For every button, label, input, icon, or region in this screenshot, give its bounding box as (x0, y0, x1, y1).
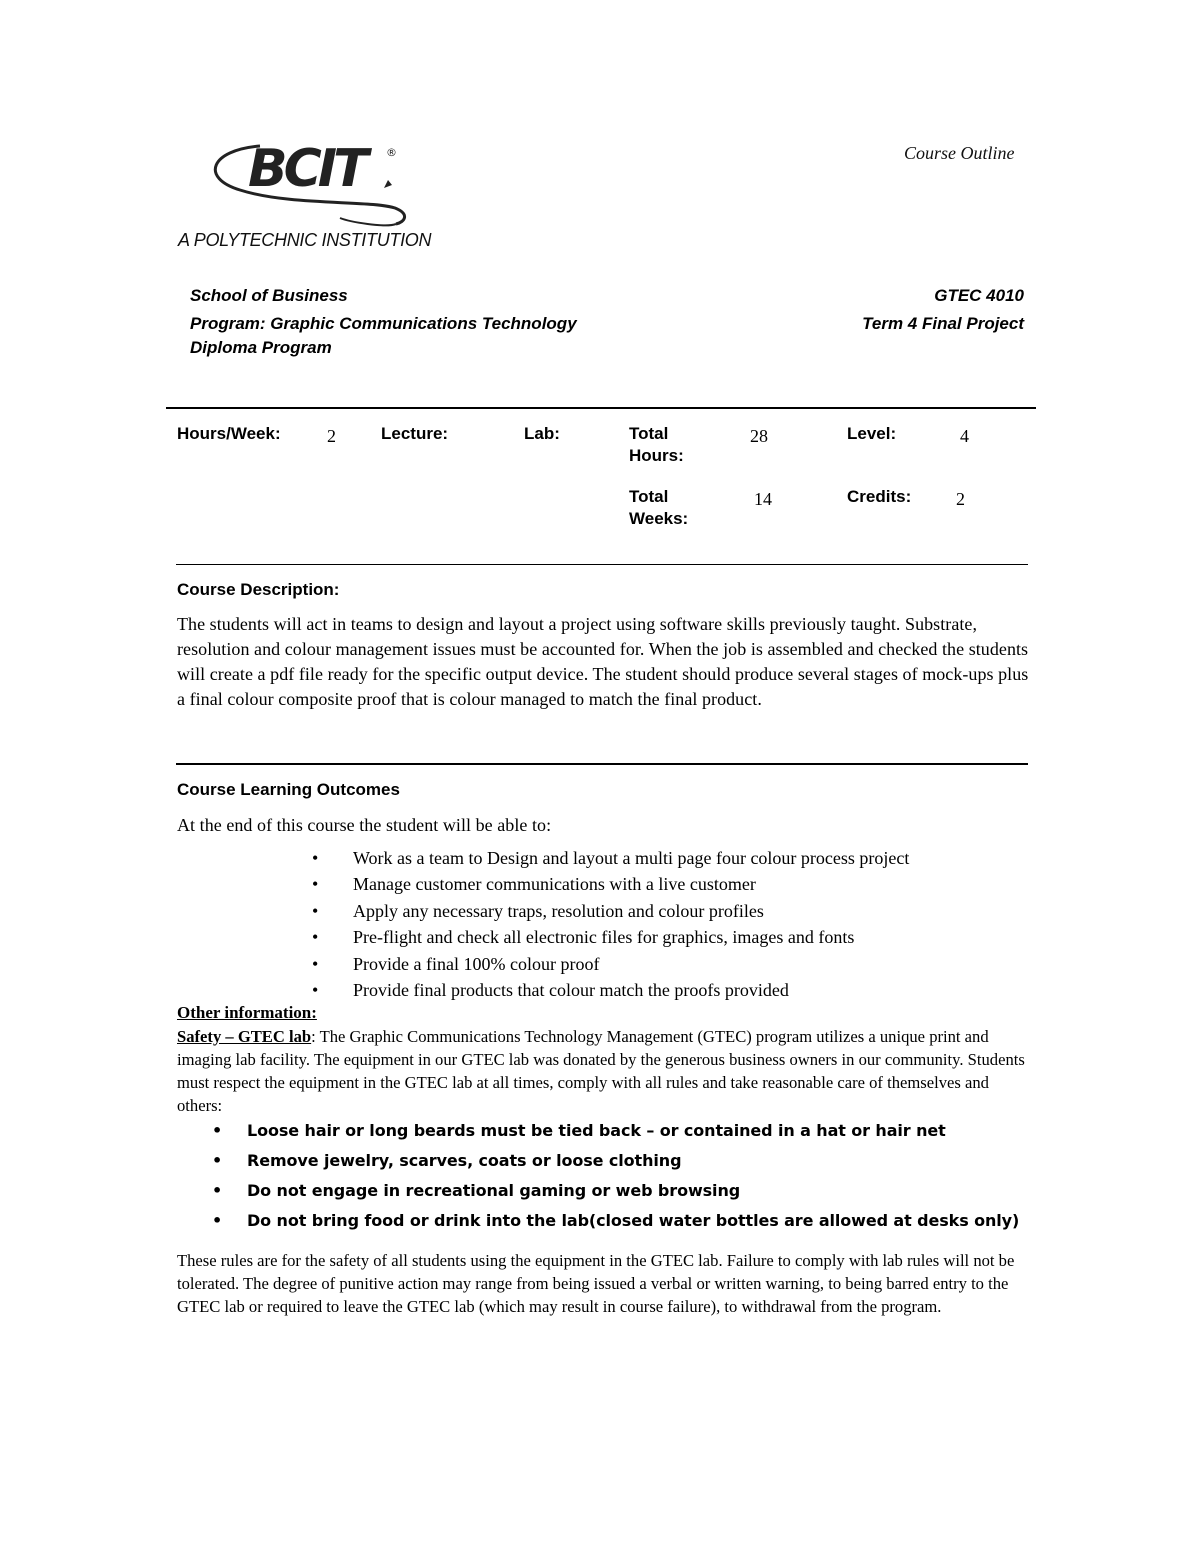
total-hours-value: 28 (750, 426, 768, 446)
outcomes-title: Course Learning Outcomes (177, 780, 400, 799)
description-title: Course Description: (177, 580, 340, 599)
list-item: • Loose hair or long beards must be tied back – or contained in a hat or hair net (212, 1116, 1019, 1146)
list-item: • Manage customer communications with a live customer (312, 871, 909, 897)
list-item: • Do not engage in recreational gaming or web browsing (212, 1176, 1019, 1206)
outcomes-list (312, 845, 909, 1003)
list-item: • Apply any necessary traps, resolution and colour profiles (312, 898, 909, 924)
list-item: • Provide final products that colour match the proofs provided (312, 977, 909, 1003)
list-item: • Work as a team to Design and layout a multi page four colour process project (312, 845, 909, 871)
total-weeks-value: 14 (754, 489, 772, 509)
list-item: • Do not bring food or drink into the lab(closed water bottles are allowed at desks only) (212, 1206, 1019, 1236)
closing-paragraph: These rules are for the safety of all students using the equipment in the GTEC lab. Failure to comply with lab rules will not be tolerated. The degree of punitive action may range from being issued a verbal or written warning, to being barred entry to the GTEC lab or required to leave the GTEC lab (which may result in course failure), to withdrawal from the program. (177, 1251, 1015, 1316)
lecture-label: Lecture: (381, 424, 449, 443)
credits-value: 2 (956, 489, 965, 509)
hours-week-label: Hours/Week: (177, 424, 281, 443)
other-info-title: Other information: (177, 1003, 317, 1022)
program-name: Program: Graphic Communications Technology (190, 314, 577, 333)
credits-label: Credits: (847, 487, 912, 506)
logo-wordmark: BCIT (248, 139, 365, 199)
lab-label: Lab: (524, 424, 560, 443)
total-weeks-label-line2: Weeks: (629, 509, 689, 528)
safety-paragraph (177, 1025, 1027, 1117)
divider (166, 407, 1036, 409)
list-item: • Provide a final 100% colour proof (312, 951, 909, 977)
total-weeks-label-line1: Total (629, 487, 669, 506)
program-name-cont: Diploma Program (190, 338, 332, 357)
level-value: 4 (960, 426, 969, 446)
hours-week-value: 2 (327, 426, 336, 446)
header-right (862, 284, 1024, 336)
safety-text: : The Graphic Communications Technology Management (GTEC) program utilizes a unique print and imaging lab facility. The equipment in our GTEC lab was donated by the generous business owners in our community. Students must respect the equipment in the GTEC lab at all times, comply with all rules and take reasonable care of themselves and others: (177, 1027, 1025, 1115)
safety-label: Safety – GTEC lab (177, 1027, 312, 1046)
header-left (190, 284, 577, 360)
total-hours-label-line2: Hours: (629, 446, 684, 465)
logo-tagline: A POLYTECHNIC INSTITUTION (178, 230, 432, 250)
total-weeks-label (629, 486, 688, 530)
school-name: School of Business (190, 286, 348, 305)
total-hours-label-line1: Total (629, 424, 669, 443)
divider (176, 763, 1028, 765)
level-label: Level: (847, 424, 897, 443)
course-title: Term 4 Final Project (862, 314, 1024, 333)
total-hours-label (629, 423, 684, 467)
document-type: Course Outline (904, 143, 1015, 163)
description-text: The students will act in teams to design and layout a project using software skills previously taught. Substrate, resolution and colour management issues must be accounted for. When the job is assembled and checked the students will create a pdf file ready for the specific output device. The student should produce several stages of mock-ups plus a final colour composite proof that is colour managed to match the final product. (177, 614, 1029, 709)
outcomes-intro: At the end of this course the student will be able to: (177, 815, 552, 835)
course-code: GTEC 4010 (934, 286, 1024, 305)
registered-mark: ® (386, 146, 397, 159)
list-item: • Remove jewelry, scarves, coats or loose clothing (212, 1146, 1019, 1176)
lab-rules-list (212, 1116, 1019, 1236)
divider (176, 564, 1028, 565)
list-item: • Pre-flight and check all electronic files for graphics, images and fonts (312, 924, 909, 950)
